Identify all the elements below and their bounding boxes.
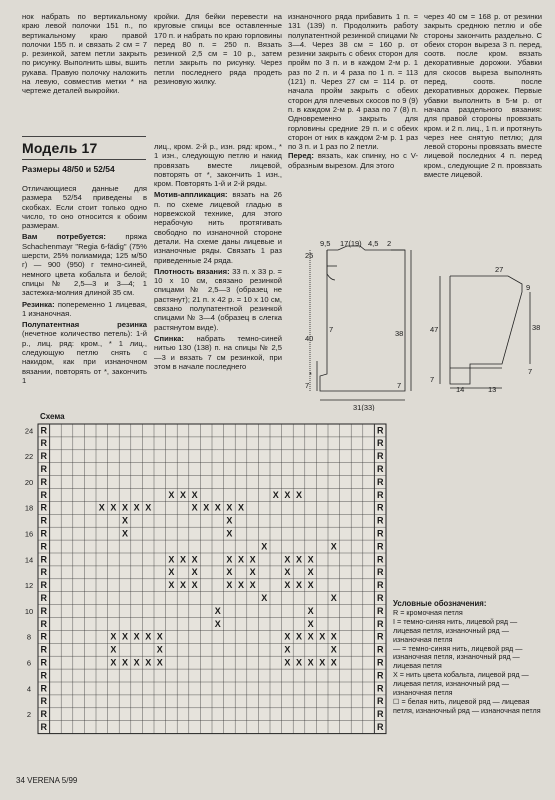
stitch-x: X bbox=[307, 657, 314, 668]
stitch-x: X bbox=[168, 554, 175, 565]
stitch-x: X bbox=[145, 657, 152, 668]
dim-label: 7 bbox=[397, 381, 402, 390]
stitch-x: X bbox=[284, 631, 291, 642]
stitch-x: X bbox=[133, 657, 140, 668]
stitch-x: X bbox=[319, 657, 326, 668]
stitch-x: X bbox=[330, 657, 337, 668]
edge-stitch: R bbox=[376, 644, 384, 655]
stitch-x: X bbox=[110, 657, 117, 668]
edge-stitch: R bbox=[376, 541, 384, 552]
schema-label: Схема bbox=[40, 412, 65, 421]
dim-label: 31(33) bbox=[353, 403, 375, 411]
stitch-x: X bbox=[295, 580, 303, 591]
edge-stitch: R bbox=[40, 476, 48, 487]
edge-stitch: R bbox=[376, 605, 384, 616]
legend-item: I = темно-синяя нить, лицевой ряд — лицевая петля, изнаночный ряд — изнаночная петля bbox=[393, 616, 518, 644]
stitch-x: X bbox=[214, 618, 221, 629]
model-title: Модель 17 bbox=[22, 140, 98, 156]
stitch-x: X bbox=[110, 502, 117, 513]
edge-stitch: R bbox=[376, 528, 384, 539]
paragraph: через 40 см = 168 р. от резинки закрыть среднюю петлю и обе стороны закончить раздельно. С обеих сторон выреза 3 п. перед, соотв. после кром. вязать декоративные дорожки. Убавки для скосов выреза выполнять перед, соотв. после декоративных дорожек. Первые убавки выполнить в 5-м р. от начала раздельного вязания: для правой стороны провязать кром. и 2 п. лиц., 1 п. и протянуть через нее снятую петлю; для левой стороны провязать вместе лицевой последних 4 п. перед кром., следующие 2 п. провязать вместе лицевой. bbox=[424, 12, 542, 180]
half-rib-paragraph: Полупатентная резинка (нечетное количество петель): 1-й р., лиц. ряд: кром., * 1 лиц., следующую петлю снять с накидом, как при изнаночном вязании, повторять от *, закончить 1 bbox=[22, 320, 147, 385]
back-paragraph: Спинка: набрать темно-синей нитью 130 (138) п. на спицы № 2,5—3 и вязать 7 см резинкой, при этом в начале последнего bbox=[154, 333, 282, 371]
edge-stitch: R bbox=[376, 709, 384, 720]
stitch-x: X bbox=[295, 657, 303, 668]
edge-stitch: R bbox=[376, 631, 384, 642]
materials-paragraph: Вам потребуется: пряжа Schachenmayr "Regia 6-fädig" (75% шерсти, 25% полиамида; 125 м/50 г) — 900 (950) г темно-синей, немного цвета кобальта и белой; спицы № 2,5—3 и 3—4; 1 застежка-молния длиной 35 см. bbox=[22, 232, 147, 298]
edge-stitch: R bbox=[40, 592, 48, 603]
stitch-x: X bbox=[191, 554, 198, 565]
dim-label: 40 bbox=[305, 334, 314, 343]
edge-stitch: R bbox=[40, 438, 48, 449]
stitch-x: X bbox=[145, 631, 152, 642]
edge-stitch: R bbox=[376, 683, 384, 694]
edge-stitch: R bbox=[40, 721, 48, 732]
title-rule-top bbox=[22, 136, 146, 137]
edge-stitch: R bbox=[40, 489, 48, 500]
row-number-left: 18 bbox=[24, 503, 34, 513]
stitch-x: X bbox=[226, 580, 233, 591]
stitch-x: X bbox=[168, 567, 175, 578]
stitch-x: X bbox=[203, 502, 210, 513]
stitch-x: X bbox=[249, 554, 256, 565]
edge-stitch: R bbox=[40, 644, 48, 655]
paragraph: изнаночного ряда прибавить 1 п. = 131 (139) п. Продолжить работу полупатентной резинкой спицами № 3—4. Через 38 см = 160 р. от резинки закрыть с обеих сторон для пройм по 3 п. и в каждом 2-м р. 1 раз по 2 п. и 4 раза по 1 п. = 113 (121) п. Через 27 см = 114 р. от начала пройм закрыть с обеих сторон для плечевых скосов по 9 (9) п. в каждом 2-м р. 4 раза по 7 (8) п. Одновременно закрыть для горловины средние 29 п. и с обеих сторон от них в каждом 2-м р. 1 раз по 3 п. и 1 раз по 2 петли. bbox=[288, 12, 418, 152]
dim-label: 9 bbox=[526, 283, 531, 292]
stitch-x: X bbox=[284, 644, 291, 655]
stitch-x: X bbox=[237, 580, 245, 591]
edge-stitch: R bbox=[376, 438, 384, 449]
edge-stitch: R bbox=[40, 657, 48, 668]
edge-stitch: R bbox=[40, 554, 48, 565]
edge-stitch: R bbox=[376, 657, 384, 668]
stitch-x: X bbox=[307, 618, 314, 629]
legend-item: ☐ = белая нить, лицевой ряд — лицевая петля, изнаночный ряд — изнаночная петля bbox=[393, 696, 541, 715]
row-number-left: 2 bbox=[26, 710, 32, 720]
stitch-x: X bbox=[272, 489, 279, 500]
edge-stitch: R bbox=[40, 683, 48, 694]
dim-label: 38 bbox=[532, 323, 541, 332]
text-column-1 bbox=[22, 184, 147, 385]
edge-stitch: R bbox=[376, 721, 384, 732]
stitch-x: X bbox=[191, 580, 198, 591]
stitch-x: X bbox=[261, 541, 268, 552]
row-number-left: 24 bbox=[24, 426, 34, 436]
text-column-3 bbox=[288, 12, 418, 170]
dim-label: 17(19) bbox=[340, 239, 362, 248]
stitch-x: X bbox=[226, 528, 233, 539]
paragraph: кройки. Для бейки перевести на круговые спицы все оставленные 170 п. и набрать по краю горловины перед 80 п. = 250 п. Вязать резинкой 2,5 см = 10 р., затем петли закрыть по рисунку. Через петли последнего ряда продеть резиновую жилку. bbox=[154, 12, 282, 87]
row-number-left: 20 bbox=[24, 477, 34, 487]
density-paragraph: Плотность вязания: 33 п. х 33 р. = 10 х 10 см, связано резинкой спицами № 2,5—3 (образец не растянут); 21 п. х 42 р. = 10 х 10 см, связано полупатентной резинкой спицами № 3—4 (образец в слегка растянутом виде). bbox=[154, 266, 282, 332]
row-number-left: 6 bbox=[26, 658, 32, 668]
edge-stitch: R bbox=[376, 592, 384, 603]
edge-stitch: R bbox=[376, 463, 384, 474]
stitch-x: X bbox=[237, 554, 245, 565]
paragraph: Перед: вязать, как спинку, но с V-образным вырезом. Для этого bbox=[288, 151, 418, 170]
stitch-x: X bbox=[191, 502, 198, 513]
edge-stitch: R bbox=[376, 554, 384, 565]
edge-stitch: R bbox=[40, 580, 48, 591]
edge-stitch: R bbox=[40, 515, 48, 526]
dim-label: 7 bbox=[528, 367, 533, 376]
dim-label: 13 bbox=[488, 385, 497, 392]
stitch-x: X bbox=[284, 567, 291, 578]
stitch-x: X bbox=[307, 554, 314, 565]
text-column-4 bbox=[424, 12, 542, 179]
motif-paragraph: Мотив-аппликация: вязать на 26 п. по схеме лицевой гладью в норвежской технике, для этого нерабочую нить протягивать свободно по изнаночной стороне детали. На схеме даны лицевые и изнаночные ряды. Связать 1 раз приведенные 24 ряда. bbox=[154, 190, 282, 265]
stitch-x: X bbox=[284, 554, 291, 565]
stitch-x: X bbox=[319, 631, 326, 642]
stitch-x: X bbox=[98, 502, 105, 513]
sizes-heading: Размеры 48/50 и 52/54 bbox=[22, 164, 115, 174]
edge-stitch: R bbox=[376, 696, 384, 707]
dim-label: 9,5 bbox=[320, 239, 331, 248]
dim-label: 47 bbox=[430, 325, 439, 334]
stitch-x: X bbox=[330, 541, 337, 552]
stitch-x: X bbox=[307, 631, 314, 642]
stitch-x: X bbox=[191, 489, 198, 500]
legend-item: — = темно-синяя нить, лицевой ряд — изнаночная петля, изнаночный ряд — лицевая петля bbox=[393, 643, 523, 671]
stitch-x: X bbox=[284, 489, 291, 500]
legend bbox=[393, 600, 545, 716]
stitch-x: X bbox=[121, 528, 129, 539]
legend-item: X = нить цвета кобальта, лицевой ряд — лицевая петля, изнаночный ряд — изнаночная петля bbox=[393, 670, 529, 698]
stitch-x: X bbox=[121, 657, 129, 668]
row-number-left: 16 bbox=[24, 529, 34, 539]
edge-stitch: R bbox=[376, 451, 384, 462]
stitch-x: X bbox=[284, 657, 291, 668]
text-column-top-2 bbox=[154, 12, 282, 86]
stitch-x: X bbox=[168, 580, 175, 591]
stitch-x: X bbox=[237, 502, 245, 513]
stitch-x: X bbox=[156, 631, 163, 642]
stitch-x: X bbox=[168, 489, 175, 500]
stitch-x: X bbox=[179, 489, 187, 500]
stitch-x: X bbox=[133, 631, 140, 642]
stitch-x: X bbox=[133, 502, 140, 513]
edge-stitch: R bbox=[376, 515, 384, 526]
edge-stitch: R bbox=[40, 605, 48, 616]
edge-stitch: R bbox=[40, 425, 48, 436]
stitch-x: X bbox=[214, 605, 221, 616]
edge-stitch: R bbox=[376, 567, 384, 578]
intro-paragraph: Отличающиеся данные для размера 52/54 приведены в скобках. Если стоит только одно число, то оно относится к обоим размерам. bbox=[22, 184, 147, 231]
stitch-x: X bbox=[307, 580, 314, 591]
edge-stitch: R bbox=[40, 502, 48, 513]
stitch-x: X bbox=[226, 554, 233, 565]
stitch-x: X bbox=[110, 631, 117, 642]
row-number-left: 10 bbox=[24, 606, 34, 616]
stitch-x: X bbox=[295, 631, 303, 642]
stitch-x: X bbox=[330, 592, 337, 603]
stitch-x: X bbox=[284, 580, 291, 591]
dim-label: 14 bbox=[456, 385, 465, 392]
stitch-x: X bbox=[226, 502, 233, 513]
row-number-left: 22 bbox=[24, 452, 34, 462]
dim-label: 7 bbox=[430, 375, 435, 384]
stitch-x: X bbox=[330, 631, 337, 642]
edge-stitch: R bbox=[376, 425, 384, 436]
stitch-x: X bbox=[121, 502, 129, 513]
edge-stitch: R bbox=[40, 567, 48, 578]
stitch-x: X bbox=[191, 567, 198, 578]
legend-item: R = кромочная петля bbox=[393, 607, 463, 617]
dim-label: 38 bbox=[395, 329, 404, 338]
legend-title: Условные обозначения: bbox=[393, 599, 487, 608]
knitting-chart bbox=[20, 420, 390, 736]
stitch-x: X bbox=[156, 644, 163, 655]
paragraph: нок набрать по вертикальному краю левой полочки 151 п., по вертикальному краю правой полочки 155 п. и связать 2 см = 7 р. резинкой, затем петли закрыть по рисунку. Выполнить швы, вшить рукава. Правую полочку наложить на левую, совместив метки * на чертеже деталей выкройки. bbox=[22, 12, 147, 96]
row-number-left: 12 bbox=[24, 581, 34, 591]
edge-stitch: R bbox=[376, 618, 384, 629]
edge-stitch: R bbox=[40, 696, 48, 707]
edge-stitch: R bbox=[376, 502, 384, 513]
pattern-diagram-body bbox=[305, 236, 415, 411]
stitch-x: X bbox=[330, 644, 337, 655]
dim-label: 7 bbox=[305, 381, 310, 390]
dim-label: 4,5 bbox=[368, 239, 379, 248]
edge-stitch: R bbox=[40, 631, 48, 642]
stitch-x: X bbox=[179, 554, 187, 565]
stitch-x: X bbox=[214, 502, 221, 513]
edge-stitch: R bbox=[40, 528, 48, 539]
edge-stitch: R bbox=[40, 618, 48, 629]
stitch-x: X bbox=[226, 567, 233, 578]
row-number-left: 8 bbox=[26, 632, 32, 642]
stitch-x: X bbox=[156, 657, 163, 668]
stitch-x: X bbox=[295, 554, 303, 565]
dim-label: * bbox=[309, 370, 312, 379]
row-number-left: 4 bbox=[26, 684, 32, 694]
stitch-x: X bbox=[110, 644, 117, 655]
stitch-x: X bbox=[307, 567, 314, 578]
edge-stitch: R bbox=[376, 476, 384, 487]
stitch-x: X bbox=[249, 580, 256, 591]
dim-label: 27 bbox=[495, 265, 504, 274]
stitch-x: X bbox=[249, 567, 256, 578]
stitch-x: X bbox=[295, 489, 303, 500]
edge-stitch: R bbox=[376, 580, 384, 591]
dim-label: 7 bbox=[329, 325, 334, 334]
chart-grid bbox=[25, 424, 390, 734]
stitch-x: X bbox=[145, 502, 152, 513]
page-footer: 34 VERENA 5/99 bbox=[16, 776, 78, 785]
dim-label: 25 bbox=[305, 251, 314, 260]
edge-stitch: R bbox=[40, 463, 48, 474]
edge-stitch: R bbox=[376, 670, 384, 681]
stitch-x: X bbox=[121, 631, 129, 642]
edge-stitch: R bbox=[40, 451, 48, 462]
stitch-x: X bbox=[121, 515, 129, 526]
edge-stitch: R bbox=[40, 709, 48, 720]
edge-stitch: R bbox=[40, 541, 48, 552]
edge-stitch: R bbox=[40, 670, 48, 681]
title-rule-bottom bbox=[22, 159, 146, 160]
stitch-x: X bbox=[261, 592, 268, 603]
dim-label: 2 bbox=[387, 239, 392, 248]
row-number-left: 14 bbox=[24, 555, 34, 565]
stitch-x: X bbox=[307, 605, 314, 616]
stitch-x: X bbox=[179, 580, 187, 591]
paragraph: лиц., кром. 2-й р., изн. ряд: кром., * 1 изн., следующую петлю и накид провязать вместе лицевой, повторять от *, закончить 1 изн., кром. Повторять 1-й и 2-й ряды. bbox=[154, 142, 282, 189]
text-column-2 bbox=[154, 142, 282, 371]
stitch-x: X bbox=[226, 515, 233, 526]
edge-stitch: R bbox=[376, 489, 384, 500]
text-column-top-1 bbox=[22, 12, 147, 96]
rib-paragraph: Резинка: попеременно 1 лицевая, 1 изнаночная. bbox=[22, 299, 147, 318]
pattern-diagram-sleeve bbox=[430, 262, 542, 392]
